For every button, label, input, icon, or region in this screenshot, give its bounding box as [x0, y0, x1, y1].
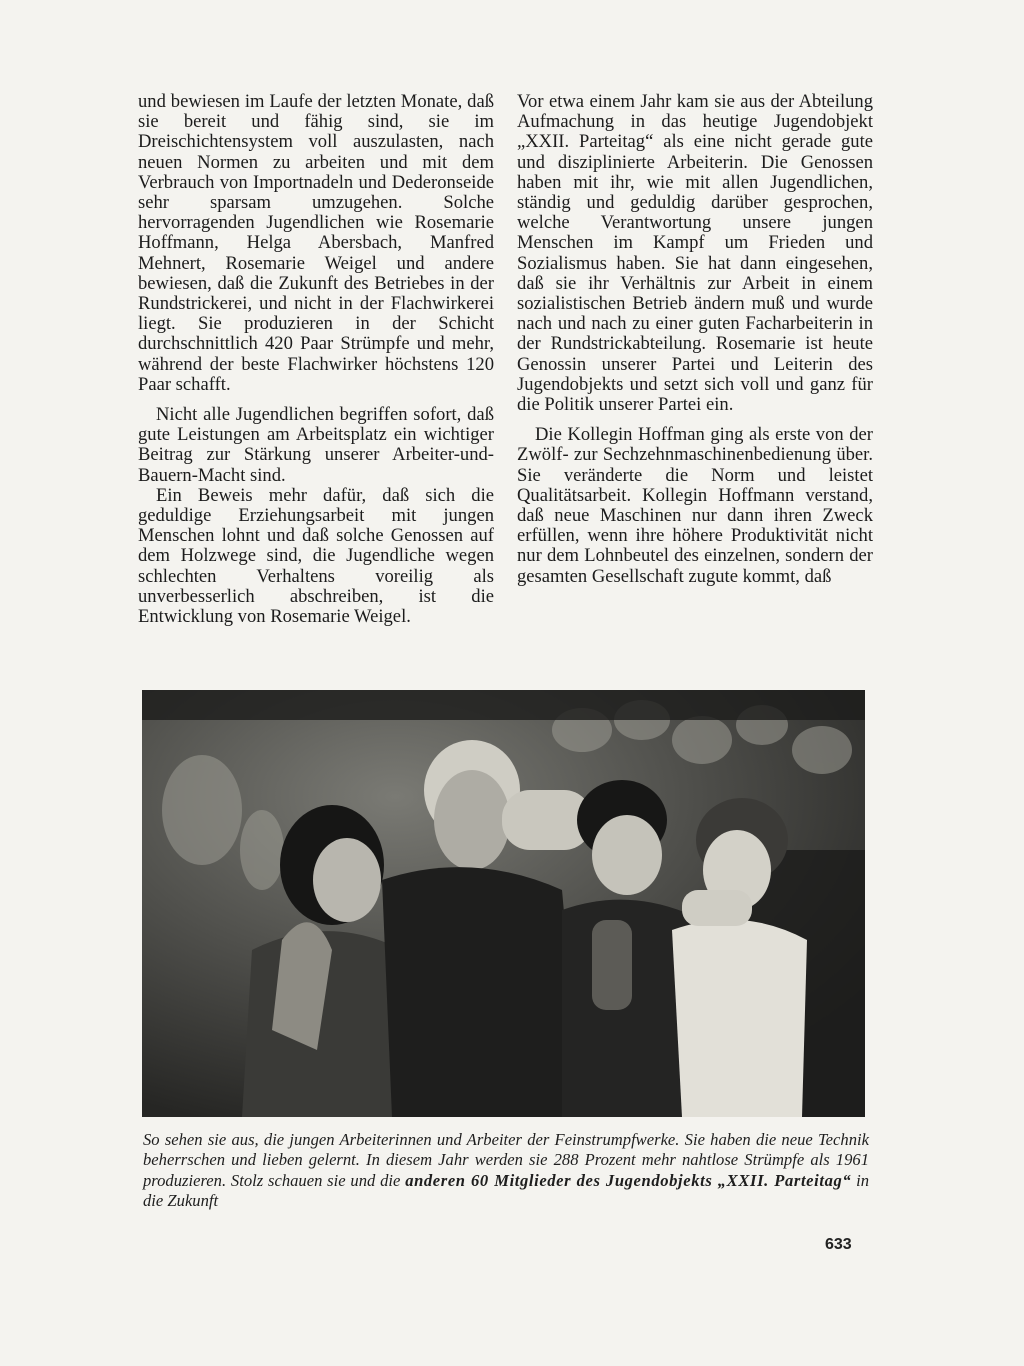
left-column: [138, 92, 494, 627]
paragraph: Nicht alle Jugendlichen begriffen sofort, daß gute Leistungen am Arbeitsplatz ein wichtiger Beitrag zur Stärkung unserer Arbeiter-und-Bauern-Macht sind.: [138, 404, 494, 486]
caption-text: So sehen sie aus, die jungen Arbeiterinnen und Arbeiter der Feinstrumpfwerke. Sie haben die neue Technik beherrschen und lieben gelernt. In diesem Jahr werden sie 288 Prozent mehr nahtlose Strümpfe als 1961 produzieren. Stolz schauen sie und die: [143, 1130, 869, 1190]
caption-bold-text: anderen 60 Mitglieder des Jugendobjekts „XXII. Parteitag“: [405, 1170, 852, 1190]
photo-caption: [143, 1130, 869, 1212]
paragraph: und bewiesen im Laufe der letzten Monate, daß sie bereit und fähig sind, sie im Dreischichtensystem voll auszulasten, nach neuen Normen zu arbeiten und mit dem Verbrauch von Importnadeln und Dederonseide sehr sparsam umzugehen. Solche hervorragenden Jugendlichen wie Rosemarie Hoffmann, Helga Abersbach, Manfred Mehnert, Rosemarie Weigel und andere bewiesen, daß die Zukunft des Betriebes in der Rundstrickerei, und nicht in der Flachwirkerei liegt. Sie produzieren in der Schicht durchschnittlich 420 Paar Strümpfe und mehr, während der beste Flachwirker höchstens 120 Paar schafft.: [138, 91, 494, 395]
caption-tail-text: in die Zukunft: [143, 1170, 869, 1211]
paragraph: Die Kollegin Hoffman ging als erste von der Zwölf- zur Sechzehnmaschinenbedienung über. Sie veränderte die Norm und leistet Qualitätsarbeit. Kollegin Hoffmann verstand, daß neue Maschinen nur dann ihren Zweck erfüllen, wenn ihre höhere Produktivität nicht nur dem Lohnbeutel des einzelnen, sondern der gesamten Gesellschaft zugute kommt, daß: [517, 424, 873, 587]
paragraph: Ein Beweis mehr dafür, daß sich die geduldige Erziehungsarbeit mit jungen Menschen lohnt und daß solche Genossen auf dem Holzwege sind, die Jugendliche wegen schlechten Verhaltens voreilig als unverbesserlich abschreiben, ist die Entwicklung von Rosemarie Weigel.: [138, 484, 494, 628]
paragraph: Vor etwa einem Jahr kam sie aus der Abteilung Aufmachung in das heutige Jugendobjekt „XXII. Parteitag“ als eine nicht gerade gute und disziplinierte Arbeiterin. Die Genossen haben mit ihr, wie mit allen Jugendlichen, ständig und geduldig darüber gesprochen, welche Verantwortung unsere jungen Menschen im Kampf um Frieden und Sozialismus haben. Sie hat dann eingesehen, daß sie ihr Verhältnis zur Arbeit in einem sozialistischen Betrieb ändern muß und wurde nach und nach zu einer guten Facharbeiterin in der Rundstrickabteilung. Rosemarie ist heute Genossin unserer Partei und Leiterin des Jugendobjekts und setzt sich voll und ganz für die Politik unserer Partei ein.: [517, 91, 873, 416]
page-number: 633: [825, 1236, 852, 1253]
right-column: [517, 92, 873, 587]
photo-illustration: [142, 690, 865, 1117]
photograph: [142, 690, 865, 1117]
